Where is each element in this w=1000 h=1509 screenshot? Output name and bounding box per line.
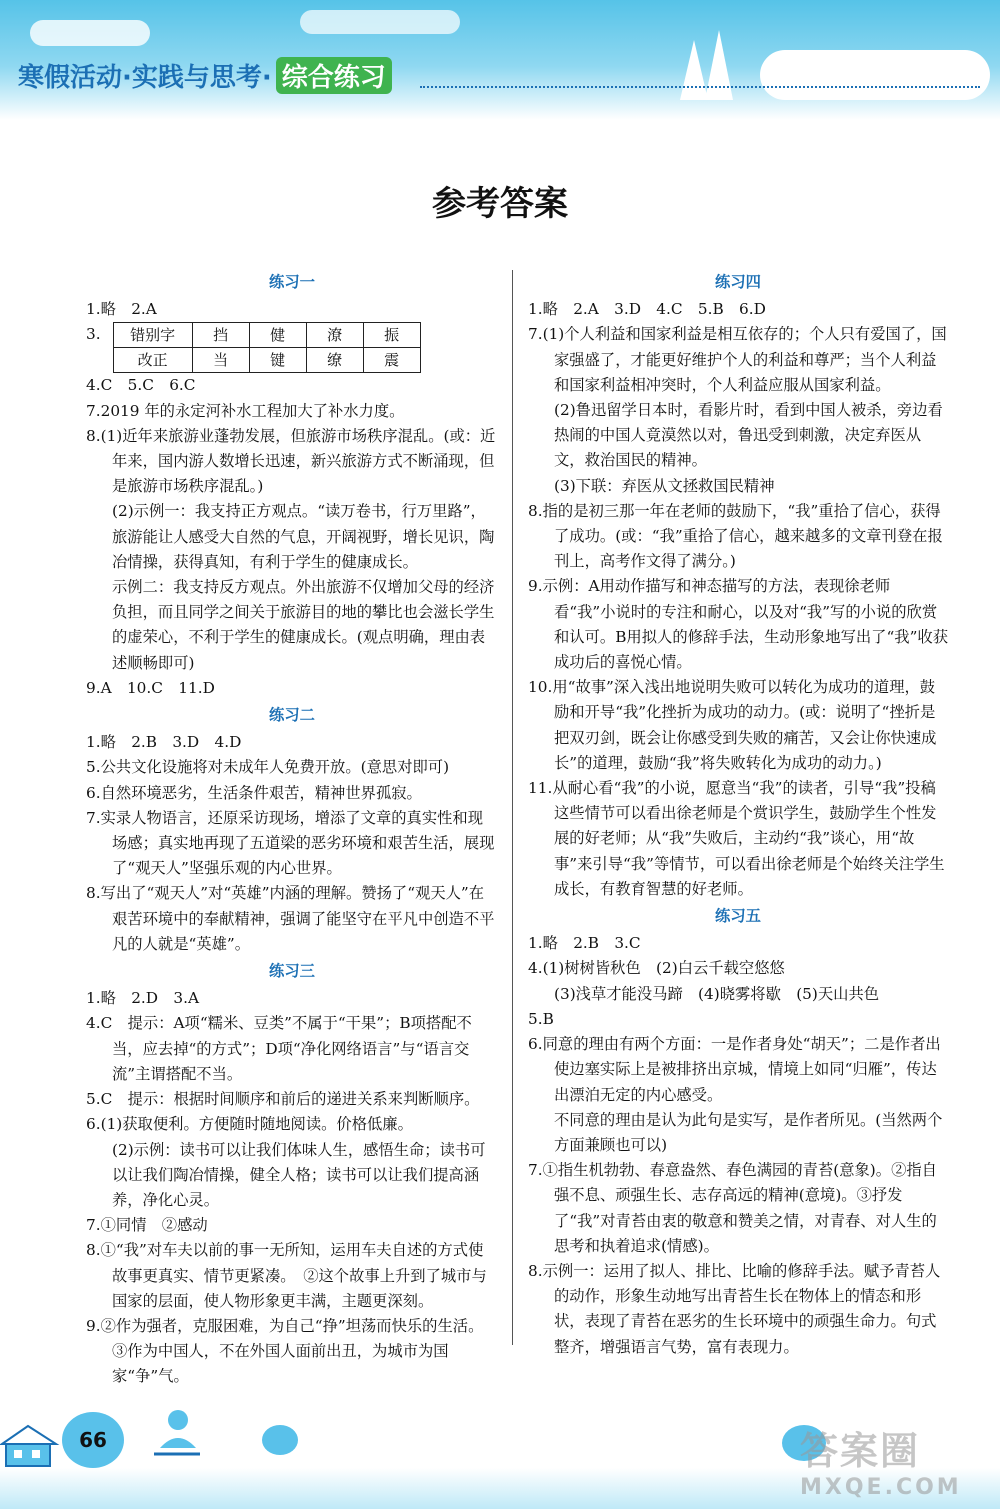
watermark — [800, 1420, 990, 1500]
answer-item: 1.略 2.D 3.A — [86, 989, 199, 1008]
series-title-part1: 寒假活动· — [18, 62, 132, 93]
answer-item: 11.从耐心看“我”的小说，愿意当“我”的读者，引导“我”投稿这些情节可以看出徐老师是个赏识学生，鼓励学生个性发展的好老师；从“我”失败后，主动约“我”谈心，用“故事”来引导“我”等情节，可以看出徐老师是个始终关注学生成长，有教育智慧的好老师。 — [528, 779, 945, 898]
header-dotted-line — [420, 86, 980, 88]
answer-item: 4.C 5.C 6.C — [86, 376, 196, 395]
left-column — [86, 268, 498, 1390]
section-title-ex1: 练习一 — [269, 273, 315, 291]
answer-item: 6.(1)获取便利。方便随时随地阅读。价格低廉。 — [86, 1115, 413, 1134]
table-cell: 错别字 — [113, 323, 192, 348]
right-column — [528, 268, 948, 1360]
answer-subitem: (2)示例：读书可以让我们体味人生，感悟生命；读书可以让我们陶冶情操，健全人格；读书可以让我们提高涵养，净化心灵。 — [112, 1140, 486, 1209]
answer-subitem: 不同意的理由是认为此句是实写，是作者所见。(当然两个方面兼顾也可以) — [554, 1110, 943, 1154]
answer-subitem: ③作为中国人，不在外国人面前出丑，为城市为国家“争”气。 — [112, 1342, 449, 1386]
answer-item: 5.B — [528, 1009, 554, 1028]
answer-item: 6.自然环境恶劣，生活条件艰苦，精神世界孤寂。 — [86, 783, 422, 802]
answer-subitem: (2)鲁迅留学日本时，看影片时，看到中国人被杀，旁边看热闹的中国人竟漠然以对，鲁迅受到刺激，决定弃医从文，救治国民的精神。 — [554, 401, 943, 470]
answer-item: 7.(1)个人利益和国家利益是相互依存的；个人只有爱国了，国家强盛了，才能更好维护个人的利益和尊严；当个人利益和国家利益相冲突时，个人利益应服从国家利益。 — [528, 325, 947, 394]
answer-number: 3. — [86, 325, 101, 344]
answer-item: 7.①同情 ②感动 — [86, 1216, 208, 1235]
section-title-ex2: 练习二 — [269, 706, 315, 725]
answer-item-table — [86, 322, 498, 373]
table-cell: 改正 — [113, 348, 192, 373]
answer-item: 7.①指生机勃勃、春意盎然、春色满园的青苔(意象)。②指自强不息、顽强生长、志存高远的精神(意境)。③抒发了“我”对青苔由衷的敬意和赞美之情，对青春、对人生的思考和执着追求(情感)。 — [528, 1161, 937, 1255]
answer-item: 9.②作为强者，克服困难，为自己“挣”坦荡而快乐的生活。 — [86, 1316, 484, 1335]
answer-item: 1.略 2.A 3.D 4.C 5.B 6.D — [528, 300, 766, 319]
answer-item: 1.略 2.A — [86, 300, 157, 319]
typo-correction-table — [113, 322, 421, 373]
answer-item: 7.2019 年的永定河补水工程加大了补水力度。 — [86, 401, 405, 420]
answer-item: 8.①“我”对车夫以前的事一无所知，运用车夫自述的方式使故事更真实、情节更紧凑。 ②这个故事上升到了城市与国家的层面，使人物形象更丰满，主题更深刻。 — [86, 1241, 487, 1310]
child-sledding-icon — [140, 1398, 210, 1468]
answer-subitem: 示例二：我支持反方观点。外出旅游不仅增加父母的经济负担，而且同学之间关于旅游目的地的攀比也会滋长学生的虚荣心，不利于学生的健康成长。(观点明确，理由表述顺畅即可) — [112, 578, 495, 672]
cloud-decoration — [760, 50, 990, 100]
table-cell: 当 — [192, 348, 249, 373]
answer-item: 9.示例：A用动作描写和神态描写的方法，表现徐老师看“我”小说时的专注和耐心，以及对“我”写的小说的欣赏和认可。B用拟人的修辞手法，生动形象地写出了“我”收获成功后的喜悦心情。 — [528, 577, 949, 672]
table-row — [113, 323, 420, 348]
section-title-ex3: 练习三 — [269, 962, 315, 981]
column-divider — [512, 270, 513, 1345]
cloud-decoration — [300, 10, 460, 34]
table-cell: 健 — [249, 323, 306, 348]
page-number: 66 — [62, 1412, 124, 1468]
answer-item: 5.公共文化设施将对未成年人免费开放。(意思对即可) — [86, 758, 450, 777]
answer-subitem: (3)浅草才能没马蹄 (4)晓雾将歇 (5)天山共色 — [554, 984, 880, 1003]
table-cell: 挡 — [192, 323, 249, 348]
section-title-ex5: 练习五 — [715, 907, 761, 926]
answer-subitem: (2)示例一：我支持正方观点。“读万卷书，行万里路”，旅游能让人感受大自然的气息，开阔视野，增长见识，陶冶情操，获得真知，有利于学生的健康成长。 — [112, 502, 495, 571]
table-cell: 震 — [363, 348, 420, 373]
answer-item: 8.指的是初三那一年在老师的鼓励下，“我”重拾了信心，获得了成功。(或：“我”重拾了信心，越来越多的文章刊登在报刊上，高考作文得了满分。) — [528, 501, 943, 571]
snow-tree-icon — [262, 1425, 298, 1455]
table-cell: 键 — [249, 348, 306, 373]
page-title: 参考答案 — [432, 184, 568, 224]
answer-item: 8.(1)近年来旅游业蓬勃发展，但旅游市场秩序混乱。(或：近年来，国内游人数增长迅速，新兴旅游方式不断涌现，但是旅游市场秩序混乱。) — [86, 426, 496, 496]
answer-item: 1.略 2.B 3.C — [528, 934, 641, 953]
answer-item: 6.同意的理由有两个方面：一是作者身处“胡天”；二是作者出使边塞实际上是被排挤出京城，情境上如同“归雁”，传达出漂泊无定的内心感受。 — [528, 1035, 941, 1104]
table-cell: 缭 — [306, 348, 363, 373]
answer-item: 4.(1)树树皆秋色 (2)白云千载空悠悠 — [528, 959, 785, 978]
watermark-logo-text: 答案圈 — [800, 1429, 921, 1473]
tree-decoration — [680, 40, 708, 100]
section-title-ex4: 练习四 — [715, 273, 761, 291]
answer-item: 5.C 提示：根据时间顺序和前后的递进关系来判断顺序。 — [86, 1090, 480, 1109]
watermark-url: MXQE.COM — [800, 1475, 962, 1500]
answer-item: 8.示例一：运用了拟人、排比、比喻的修辞手法。赋予青苔人的动作，形象生动地写出青苔生长在物体上的情态和形状，表现了青苔在恶劣的生长环境中的顽强生命力。句式整齐，增强语言气势，富有表现力。 — [528, 1261, 941, 1356]
answer-item: 10.用“故事”深入浅出地说明失败可以转化为成功的道理，鼓励和开导“我”化挫折为成功的动力。(或：说明了“挫折是把双刃剑，既会让你感受到失败的痛苦，又会让你快速成长”的道理，鼓励“我”将失败转化为成功的动力。) — [528, 678, 937, 772]
series-title-part2: 实践与思考· — [131, 62, 272, 93]
answer-subitem: (3)下联：弃医从文拯救国民精神 — [554, 476, 775, 495]
series-title-part3: 综合练习 — [276, 57, 392, 94]
table-cell: 潦 — [306, 323, 363, 348]
answer-item: 4.C 提示：A项“糯米、豆类”不属于“干果”；B项搭配不当，应去掉“的方式”；D项“净化网络语言”与“语言交流”主谓搭配不当。 — [86, 1014, 472, 1083]
table-row — [113, 348, 420, 373]
answer-item: 8.写出了“观天人”对“英雄”内涵的理解。赞扬了“观天人”在艰苦环境中的奉献精神，强调了能坚守在平凡中创造不平凡的人就是“英雄”。 — [86, 884, 495, 953]
answer-item: 1.略 2.B 3.D 4.D — [86, 733, 242, 752]
tree-decoration — [705, 30, 733, 100]
cloud-decoration — [30, 20, 150, 46]
answer-item: 9.A 10.C 11.D — [86, 678, 215, 697]
answer-item: 7.实录人物语言，还原采访现场，增添了文章的真实性和现场感；真实地再现了五道梁的恶劣环境和艰苦生活，展现了“观天人”坚强乐观的内心世界。 — [86, 808, 495, 878]
series-title — [18, 58, 392, 92]
table-cell: 振 — [363, 323, 420, 348]
house-icon — [0, 1420, 60, 1470]
